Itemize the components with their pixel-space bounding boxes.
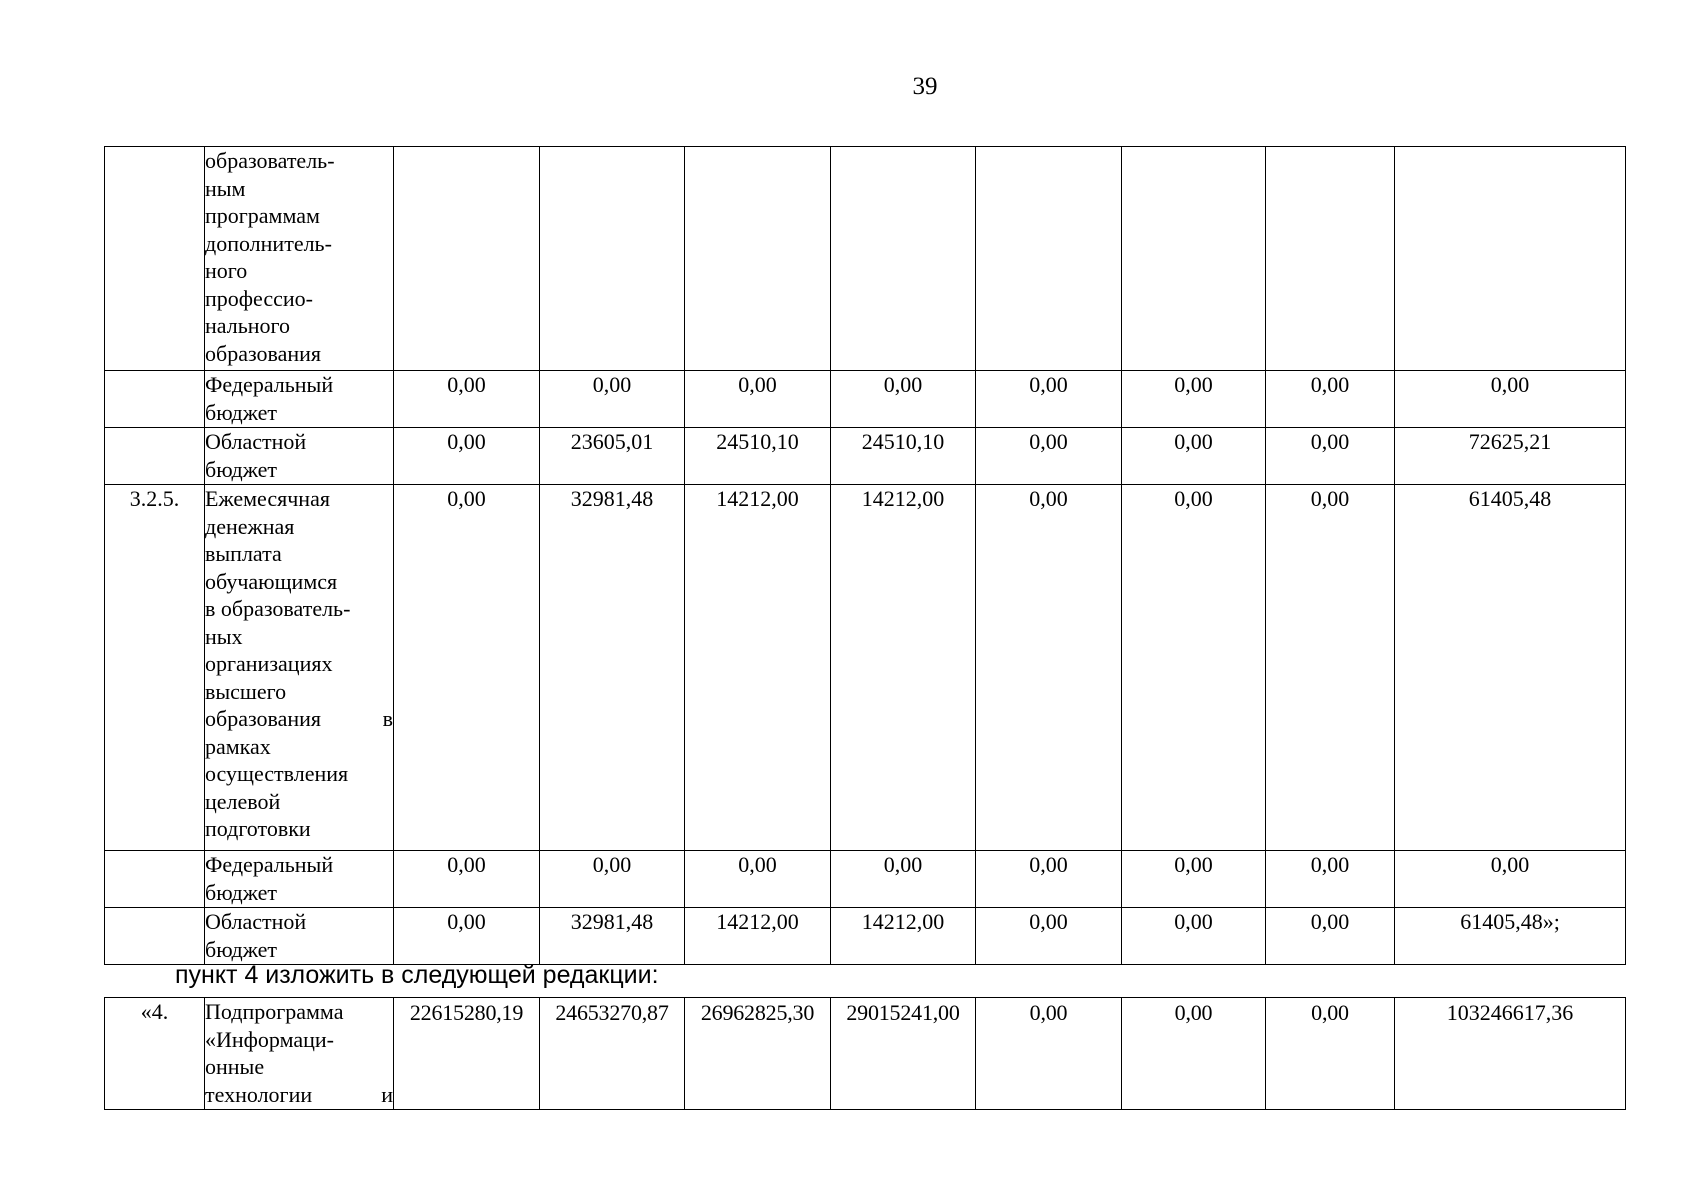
amount-cell: 0,00 (685, 851, 831, 908)
description-line: рамках (205, 733, 271, 759)
description-line: целевой (205, 788, 281, 814)
amount-cell: 0,00 (831, 371, 976, 428)
item-description-cell (205, 428, 394, 485)
description-line: высшего (205, 678, 287, 704)
amount-cell: 0,00 (1122, 428, 1266, 485)
amount-cell: 24653270,87 (540, 998, 685, 1110)
description-line: бюджет (205, 456, 277, 482)
description-line: технологии и (205, 1081, 393, 1107)
description-line: ных (205, 623, 243, 649)
amount-cell: 23605,01 (540, 428, 685, 485)
table-row (105, 908, 1626, 965)
amount-cell: 0,00 (831, 851, 976, 908)
amount-cell: 14212,00 (831, 485, 976, 851)
item-number-cell (105, 851, 205, 908)
amount-cell: 0,00 (976, 998, 1122, 1110)
amount-cell: 24510,10 (831, 428, 976, 485)
amount-cell: 0,00 (976, 851, 1122, 908)
amount-cell: 0,00 (1266, 908, 1395, 965)
amount-cell (976, 147, 1122, 371)
amount-cell (394, 147, 540, 371)
total-cell: 61405,48»; (1395, 908, 1626, 965)
amount-cell: 0,00 (1266, 851, 1395, 908)
item-description-cell (205, 908, 394, 965)
amount-cell (1266, 147, 1395, 371)
amount-cell: 0,00 (976, 908, 1122, 965)
subprogram-table (104, 997, 1626, 1110)
amount-cell: 29015241,00 (831, 998, 976, 1110)
item-description-cell (205, 998, 394, 1110)
description-line: образователь- (205, 148, 335, 173)
amount-cell: 0,00 (394, 371, 540, 428)
amount-cell: 0,00 (976, 485, 1122, 851)
description-line: бюджет (205, 399, 277, 425)
description-line: Областной (205, 429, 307, 454)
item-description-cell (205, 485, 394, 851)
page-number: 39 (912, 73, 938, 100)
description-line: Ежемесячная (205, 486, 330, 511)
total-cell: 0,00 (1395, 851, 1626, 908)
item-description-cell (205, 851, 394, 908)
description-line: денежная (205, 513, 295, 539)
description-line: обучающимся (205, 568, 338, 594)
amount-cell: 22615280,19 (394, 998, 540, 1110)
total-cell: 72625,21 (1395, 428, 1626, 485)
amount-cell: 0,00 (394, 908, 540, 965)
total-cell: 103246617,36 (1395, 998, 1626, 1110)
item-number-cell (105, 147, 205, 371)
amount-cell: 32981,48 (540, 908, 685, 965)
amount-cell (540, 147, 685, 371)
description-line: «Информаци- (205, 1026, 334, 1052)
amount-cell (831, 147, 976, 371)
amount-cell (685, 147, 831, 371)
table-row (105, 851, 1626, 908)
amount-cell: 14212,00 (831, 908, 976, 965)
amount-cell: 0,00 (394, 428, 540, 485)
item-description-cell (205, 147, 394, 371)
item-number-cell (105, 908, 205, 965)
total-cell: 0,00 (1395, 371, 1626, 428)
amount-cell: 0,00 (976, 371, 1122, 428)
amount-cell: 0,00 (1266, 485, 1395, 851)
amendment-instruction: пункт 4 изложить в следующей редакции: (175, 961, 659, 989)
amount-cell: 0,00 (976, 428, 1122, 485)
item-number-cell (105, 371, 205, 428)
table-row (105, 371, 1626, 428)
table-row (105, 485, 1626, 851)
description-line: организациях (205, 651, 333, 676)
description-line: Федеральный (205, 852, 334, 877)
amount-cell: 0,00 (685, 371, 831, 428)
amount-cell: 14212,00 (685, 485, 831, 851)
table-row (105, 998, 1626, 1110)
description-line: ным (205, 175, 246, 201)
description-line: образования (205, 340, 322, 366)
amount-cell: 0,00 (1266, 998, 1395, 1110)
amount-cell: 0,00 (1122, 851, 1266, 908)
amount-cell: 26962825,30 (685, 998, 831, 1110)
amount-cell: 32981,48 (540, 485, 685, 851)
description-line: профессио- (205, 285, 313, 311)
description-line: ного (205, 258, 248, 283)
amount-cell: 14212,00 (685, 908, 831, 965)
budget-table (104, 146, 1626, 965)
description-line: Областной (205, 909, 307, 934)
amount-cell: 0,00 (1122, 371, 1266, 428)
description-line: в образователь- (205, 596, 351, 621)
description-line: подготовки (205, 816, 311, 841)
amount-cell: 0,00 (540, 371, 685, 428)
description-line: образования в (205, 706, 393, 731)
table-row (105, 428, 1626, 485)
amount-cell: 0,00 (1122, 485, 1266, 851)
description-line: осуществления (205, 761, 349, 786)
amount-cell: 0,00 (1266, 371, 1395, 428)
item-number-cell (105, 428, 205, 485)
amount-cell: 0,00 (394, 485, 540, 851)
item-number-cell: «4. (105, 998, 205, 1110)
description-line: Подпрограмма (205, 999, 344, 1024)
amount-cell: 0,00 (394, 851, 540, 908)
description-line: Федеральный (205, 372, 334, 397)
total-cell: 61405,48 (1395, 485, 1626, 851)
description-line: выплата (205, 541, 282, 566)
amount-cell: 0,00 (1266, 428, 1395, 485)
description-line: бюджет (205, 936, 277, 962)
description-line: программам (205, 203, 320, 228)
description-line: бюджет (205, 879, 277, 905)
description-line: дополнитель- (205, 230, 332, 256)
description-line: онные (205, 1054, 265, 1079)
amount-cell (1122, 147, 1266, 371)
total-cell (1395, 147, 1626, 371)
item-description-cell (205, 371, 394, 428)
table-row (105, 147, 1626, 371)
amount-cell: 0,00 (1122, 998, 1266, 1110)
description-line: нального (205, 313, 290, 338)
amount-cell: 0,00 (1122, 908, 1266, 965)
amount-cell: 0,00 (540, 851, 685, 908)
item-number-cell: 3.2.5. (105, 485, 205, 851)
amount-cell: 24510,10 (685, 428, 831, 485)
